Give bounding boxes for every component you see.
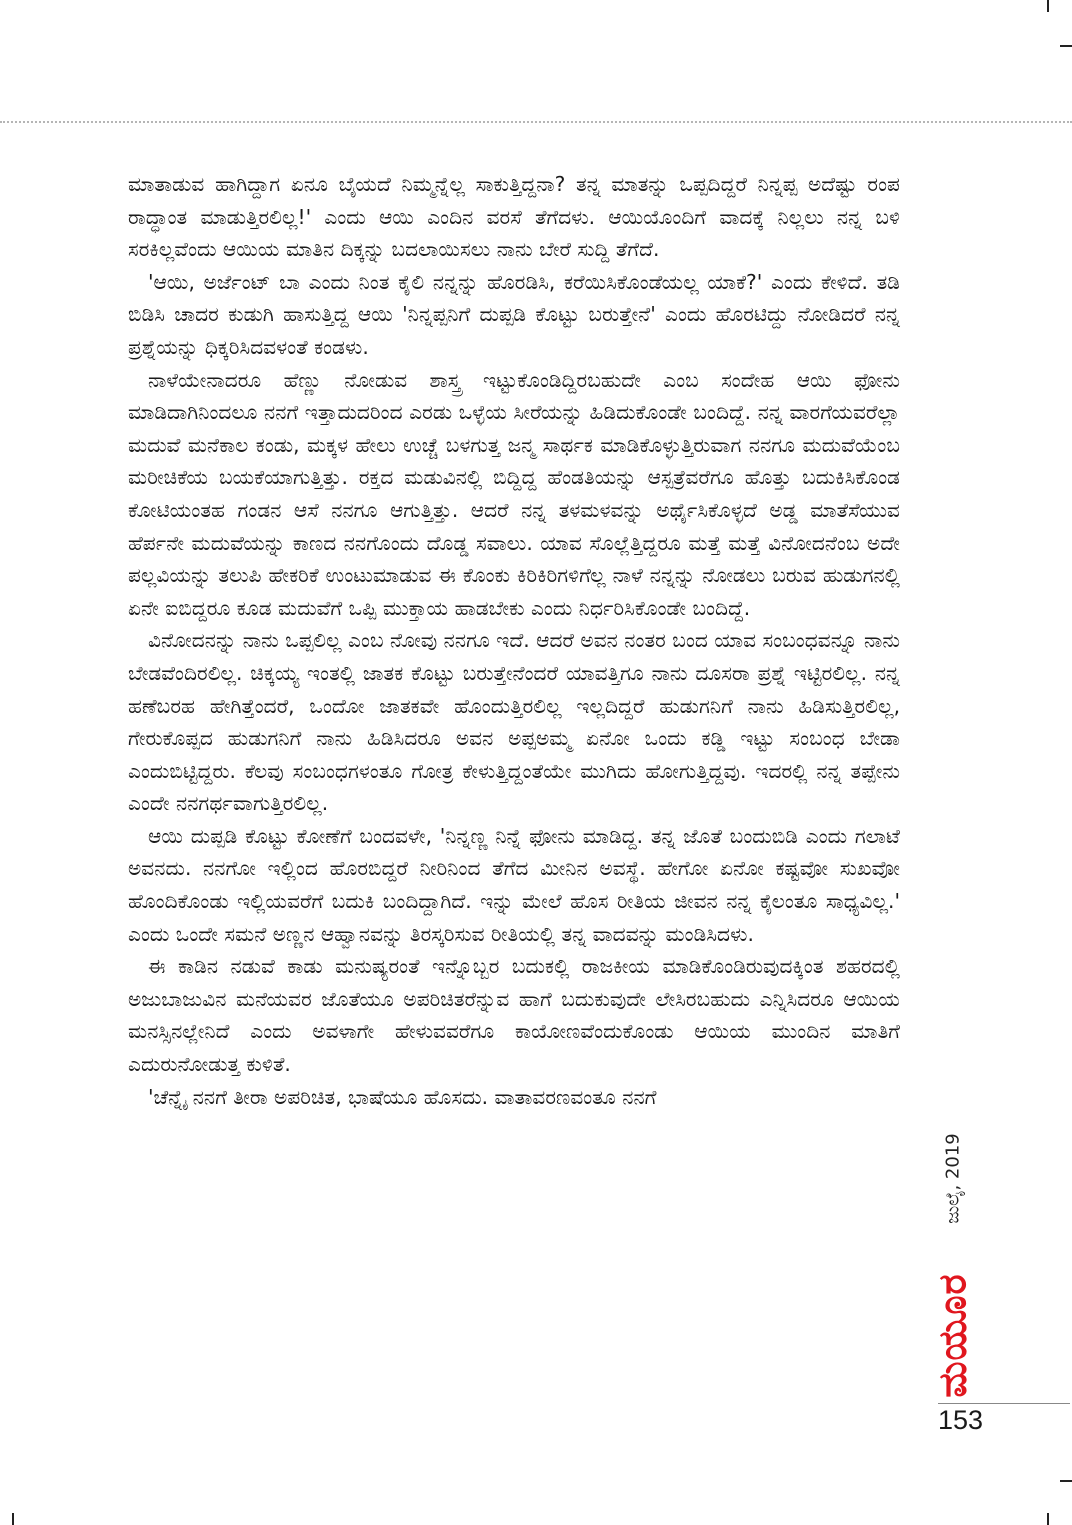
magazine-logo xyxy=(930,1265,975,1405)
article-body xyxy=(128,168,900,1113)
crop-mark-right-lower xyxy=(1060,1480,1072,1482)
article-paragraph: ಮಾತಾಡುವ ಹಾಗಿದ್ದಾಗ ಏನೂ ಬೈಯದೆ ನಿಮ್ಮನ್ನೆಲ್ಲ ಸಾಕುತ್ತಿದ್ದನಾ? ತನ್ನ ಮಾತನ್ನು ಒಪ್ಪದಿದ್ದರೆ ನಿನ್ನಪ್ಪ ಅದೆಷ್ಟು ರಂಪ ರಾದ್ಧಾಂತ ಮಾಡುತ್ತಿರಲಿಲ್ಲ!' ಎಂದು ಆಯಿ ಎಂದಿನ ವರಸೆ ತೆಗೆದಳು. ಆಯಿಯೊಂದಿಗೆ ವಾದಕ್ಕೆ ನಿಲ್ಲಲು ನನ್ನ ಬಳಿ ಸರಕಿಲ್ಲವೆಂದು ಆಯಿಯ ಮಾತಿನ ದಿಕ್ಕನ್ನು ಬದಲಾಯಿಸಲು ನಾನು ಬೇರೆ ಸುದ್ದಿ ತೆಗೆದೆ. xyxy=(128,172,900,262)
issue-date-label: ಜುಲೈ, 2019 xyxy=(942,1132,964,1224)
footer-rule xyxy=(938,1403,1070,1404)
article-paragraph: 'ಚೆನ್ನೈ ನನಗೆ ತೀರಾ ಅಪರಿಚಿತ, ಭಾಷೆಯೂ ಹೊಸದು. ವಾತಾವರಣವಂತೂ ನನಗೆ xyxy=(148,1084,657,1109)
crop-mark-right-upper xyxy=(1060,45,1072,47)
magazine-logo-text: ಮಯೂರ xyxy=(930,1272,975,1398)
crop-mark-bottom-left xyxy=(12,1513,14,1525)
article-paragraph: 'ಆಯಿ, ಅರ್ಜೆಂಟ್ ಬಾ ಎಂದು ನಿಂತ ಕೈಲಿ ನನ್ನನ್ನು ಹೊರಡಿಸಿ, ಕರೆಯಿಸಿಕೊಂಡೆಯಲ್ಲ ಯಾಕೆ?' ಎಂದು ಕೇಳಿದೆ. ತಡಿ ಬಿಡಿಸಿ ಚಾದರ ಕುಡುಗಿ ಹಾಸುತ್ತಿದ್ದ ಆಯಿ 'ನಿನ್ನಪ್ಪನಿಗೆ ದುಪ್ಪಡಿ ಕೊಟ್ಟು ಬರುತ್ತೇನೆ' ಎಂದು ಹೊರಟಿದ್ದು ನೋಡಿದರೆ ನನ್ನ ಪ್ರಶ್ನೆಯನ್ನು ಧಿಕ್ಕರಿಸಿದವಳಂತೆ ಕಂಡಳು. xyxy=(128,269,900,359)
article-paragraph: ಈ ಕಾಡಿನ ನಡುವೆ ಕಾಡು ಮನುಷ್ಯರಂತೆ ಇನ್ನೊಬ್ಬರ ಬದುಕಲ್ಲಿ ರಾಜಕೀಯ ಮಾಡಿಕೊಂಡಿರುವುದಕ್ಕಿಂತ ಶಹರದಲ್ಲಿ ಅಜುಬಾಜುವಿನ ಮನೆಯವರ ಜೊತೆಯೂ ಅಪರಿಚಿತರೆನ್ನುವ ಹಾಗೆ ಬದುಕುವುದೇ ಲೇಸಿರಬಹುದು ಎನ್ನಿಸಿದರೂ ಆಯಿಯ ಮನಸ್ಸಿನಲ್ಲೇನಿದೆ ಎಂದು ಅವಳಾಗೇ ಹೇಳುವವರೆಗೂ ಕಾಯೋಣವೆಂದುಕೊಂಡು ಆಯಿಯ ಮುಂದಿನ ಮಾತಿಗೆ ಎದುರುನೋಡುತ್ತ ಕುಳಿತೆ. xyxy=(128,954,900,1077)
article-paragraph: ನಾಳೆಯೇನಾದರೂ ಹೆಣ್ಣು ನೋಡುವ ಶಾಸ್ತ್ರ ಇಟ್ಟುಕೊಂಡಿದ್ದಿರಬಹುದೇ ಎಂಬ ಸಂದೇಹ ಆಯಿ ಫೋನು ಮಾಡಿದಾಗಿನಿಂದಲೂ ನನಗೆ ಇತ್ತಾದುದರಿಂದ ಎರಡು ಒಳ್ಳೆಯ ಸೀರೆಯನ್ನು ಹಿಡಿದುಕೊಂಡೇ ಬಂದಿದ್ದೆ. ನನ್ನ ವಾರಗೆಯವರೆಲ್ಲಾ ಮದುವೆ ಮನೆಕಾಲ ಕಂಡು, ಮಕ್ಕಳ ಹೇಲು ಉಚ್ಚೆ ಬಳಗುತ್ತ ಜನ್ಮ ಸಾರ್ಥಕ ಮಾಡಿಕೊಳ್ಳುತ್ತಿರುವಾಗ ನನಗೂ ಮದುವೆಯೆಂಬ ಮರೀಚಿಕೆಯ ಬಯಕೆಯಾಗುತ್ತಿತ್ತು. ರಕ್ತದ ಮಡುವಿನಲ್ಲಿ ಬಿದ್ದಿದ್ದ ಹೆಂಡತಿಯನ್ನು ಆಸ್ಪತ್ರೆವರೆಗೂ ಹೊತ್ತು ಬದುಕಿಸಿಕೊಂಡ ಕೋಟಿಯಂತಹ ಗಂಡನ ಆಸೆ ನನಗೂ ಆಗುತ್ತಿತ್ತು. ಆದರೆ ನನ್ನ ತಳಮಳವನ್ನು ಅರ್ಥೈಸಿಕೊಳ್ಳದೆ ಅಡ್ಡ ಮಾತೆಸೆಯುವ ಹೆರ್ಪನೇ ಮದುವೆಯನ್ನು ಕಾಣದ ನನಗೊಂದು ದೊಡ್ಡ ಸವಾಲು. ಯಾವ ಸೊಲ್ಲೆತ್ತಿದ್ದರೂ ಮತ್ತೆ ಮತ್ತೆ ವಿನೋದನೆಂಬ ಅದೇ ಪಲ್ಲವಿಯನ್ನು ತಲುಪಿ ಹೇಕರಿಕೆ ಉಂಟುಮಾಡುವ ಈ ಕೊಂಕು ಕಿರಿಕಿರಿಗಳಿಗೆಲ್ಲ ನಾಳೆ ನನ್ನನ್ನು ನೋಡಲು ಬರುವ ಹುಡುಗನಲ್ಲಿ ಏನೇ ಐಬಿದ್ದರೂ ಕೂಡ ಮದುವೆಗೆ ಒಪ್ಪಿ ಮುಕ್ತಾಯ ಹಾಡಬೇಕು ಎಂದು ನಿರ್ಧರಿಸಿಕೊಂಡೇ ಬಂದಿದ್ದೆ. xyxy=(128,367,900,620)
crop-mark-bottom-right xyxy=(1047,1513,1049,1525)
article-paragraph: ಆಯಿ ದುಪ್ಪಡಿ ಕೊಟ್ಟು ಕೋಣೆಗೆ ಬಂದವಳೇ, 'ನಿನ್ನಣ್ಣ ನಿನ್ನೆ ಫೋನು ಮಾಡಿದ್ದ. ತನ್ನ ಜೊತೆ ಬಂದುಬಿಡಿ ಎಂದು ಗಲಾಟೆ ಅವನದು. ನನಗೋ ಇಲ್ಲಿಂದ ಹೊರಬಿದ್ದರೆ ನೀರಿನಿಂದ ತೆಗೆದ ಮೀನಿನ ಅವಸ್ಥೆ. ಹೇಗೋ ಏನೋ ಕಷ್ಟವೋ ಸುಖವೋ ಹೊಂದಿಕೊಂಡು ಇಲ್ಲಿಯವರೆಗೆ ಬದುಕಿ ಬಂದಿದ್ದಾಗಿದೆ. ಇನ್ನು ಮೇಲೆ ಹೊಸ ರೀತಿಯ ಜೀವನ ನನ್ನ ಕೈಲಂತೂ ಸಾಧ್ಯವಿಲ್ಲ.' ಎಂದು ಒಂದೇ ಸಮನೆ ಅಣ್ಣನ ಆಹ್ವಾನವನ್ನು ತಿರಸ್ಕರಿಸುವ ರೀತಿಯಲ್ಲಿ ತನ್ನ ವಾದವನ್ನು ಮಂಡಿಸಿದಳು. xyxy=(128,823,900,946)
header-dotted-rule xyxy=(0,121,1072,123)
article-paragraph: ವಿನೋದನನ್ನು ನಾನು ಒಪ್ಪಲಿಲ್ಲ ಎಂಬ ನೋವು ನನಗೂ ಇದೆ. ಆದರೆ ಅವನ ನಂತರ ಬಂದ ಯಾವ ಸಂಬಂಧವನ್ನೂ ನಾನು ಬೇಡವೆಂದಿರಲಿಲ್ಲ. ಚಿಕ್ಕಯ್ಯ ಇಂತಲ್ಲಿ ಜಾತಕ ಕೊಟ್ಟು ಬರುತ್ತೇನೆಂದರೆ ಯಾವತ್ತಿಗೂ ನಾನು ದೂಸರಾ ಪ್ರಶ್ನೆ ಇಟ್ಟಿರಲಿಲ್ಲ. ನನ್ನ ಹಣೆಬರಹ ಹೇಗಿತ್ತೆಂದರೆ, ಒಂದೋ ಜಾತಕವೇ ಹೊಂದುತ್ತಿರಲಿಲ್ಲ ಇಲ್ಲದಿದ್ದರೆ ಹುಡುಗನಿಗೆ ನಾನು ಹಿಡಿಸುತ್ತಿರಲಿಲ್ಲ, ಗೇರುಕೊಪ್ಪದ ಹುಡುಗನಿಗೆ ನಾನು ಹಿಡಿಸಿದರೂ ಅವನ ಅಪ್ಪಅಮ್ಮ ಏನೋ ಒಂದು ಕಡ್ಡಿ ಇಟ್ಟು ಸಂಬಂಧ ಬೇಡಾ ಎಂದುಬಿಟ್ಟಿದ್ದರು. ಕೆಲವು ಸಂಬಂಧಗಳಂತೂ ಗೋತ್ರ ಕೇಳುತ್ತಿದ್ದಂತೆಯೇ ಮುಗಿದು ಹೋಗುತ್ತಿದ್ದವು. ಇದರಲ್ಲಿ ನನ್ನ ತಪ್ಪೇನು ಎಂದೇ ನನಗರ್ಥವಾಗುತ್ತಿರಲಿಲ್ಲ. xyxy=(128,628,900,816)
page-number: 153 xyxy=(938,1405,984,1435)
issue-date xyxy=(934,1108,972,1248)
crop-mark-top-right xyxy=(1047,0,1049,12)
